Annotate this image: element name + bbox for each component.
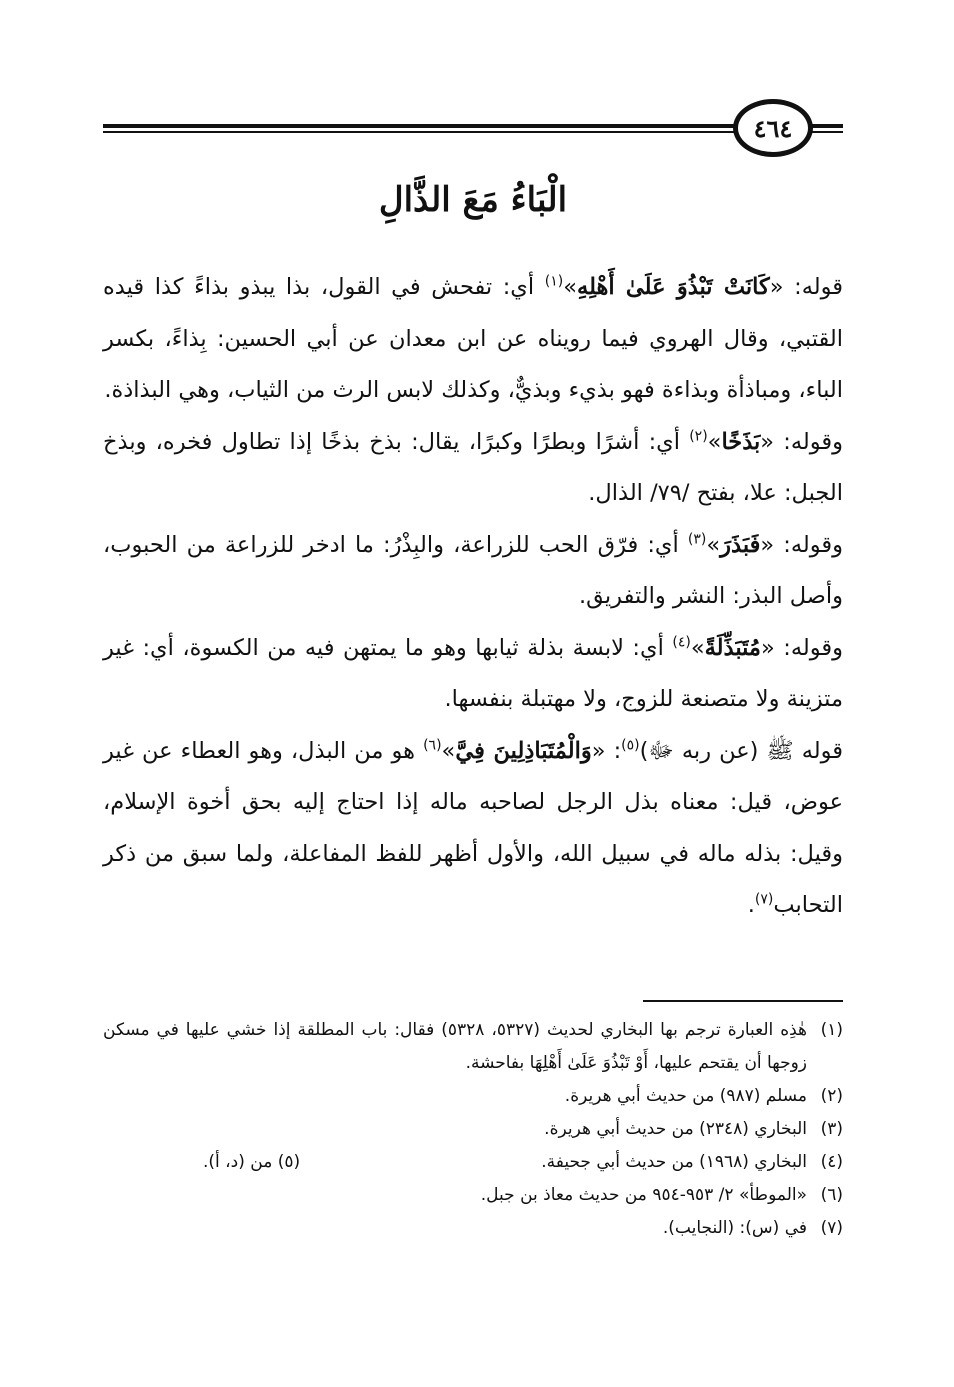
page-number-oval <box>733 99 813 157</box>
footnote-ref-6[interactable]: (٦) <box>423 737 442 753</box>
footnote-1 <box>103 1014 843 1080</box>
footnote-number: (١) <box>820 1020 843 1040</box>
body-text <box>103 262 843 932</box>
paragraph-5-prefix: قوله ﷺ (عن ربه ﷻ) <box>639 737 844 764</box>
paragraph-4-quote-close: » <box>690 634 705 661</box>
footnote-6 <box>103 1179 843 1212</box>
page-number: ٤٦٤ <box>753 113 793 143</box>
footnote-ref-3[interactable]: (٣) <box>687 531 707 547</box>
paragraph-5-text: هو من البذل، وهو العطاء عن غير عوض، قيل: معناه بذل الرجل لصاحبه ماله إذا احتاج إليه بحق أخوة الإسلام، وقيل: بذله ماله في سبيل الله، والأول أظهر للفظ المفاعلة، ولما سبق من ذكر التحابب <box>103 737 843 918</box>
paragraph-3-prefix: وقوله: « <box>760 531 843 558</box>
chapter-title: الْبَاءُ مَعَ الذَّالِ <box>378 180 568 220</box>
footnotes <box>103 1014 843 1245</box>
paragraph-3 <box>103 520 843 623</box>
footnote-text: في (س): (النجايب). <box>662 1218 807 1238</box>
header-rule <box>103 121 843 133</box>
paragraph-2-quote-close: » <box>707 428 722 455</box>
paragraph-5-quote-close: » <box>441 737 456 764</box>
paragraph-2 <box>103 417 843 520</box>
paragraph-5-keyword: وَالْمُتَبَاذِلِينَ فِيَّ <box>455 737 592 764</box>
paragraph-3-quote-close: » <box>706 531 721 558</box>
footnote-number: (٤) <box>820 1152 843 1172</box>
paragraph-5-end: . <box>747 892 755 918</box>
footnote-text: البخاري (٢٣٤٨) من حديث أبي هريرة. <box>544 1119 807 1139</box>
paragraph-2-prefix: وقوله: « <box>760 428 843 455</box>
paragraph-4-keyword: مُتَبَذِّلَةً <box>704 634 761 661</box>
footnote-ref-4[interactable]: (٤) <box>672 634 691 650</box>
paragraph-2-text: أي: أشرًا وبطرًا وكبرًا، يقال: بذخ بذخًا إذا تطاول فخره، وبذخ الجبل: علا، بفتح /٧٩/ الذال. <box>103 428 843 506</box>
paragraph-5-mid: : « <box>591 737 622 764</box>
footnote-ref-2[interactable]: (٢) <box>689 428 708 444</box>
paragraph-1-prefix: قوله: « <box>769 274 844 300</box>
footnote-3 <box>103 1113 843 1146</box>
footnote-separator <box>643 1000 843 1002</box>
footnote-2 <box>103 1080 843 1113</box>
paragraph-2-keyword: بَذَخًا <box>721 428 761 455</box>
header-rule-thick <box>103 124 843 128</box>
paragraph-3-keyword: فَبَذَرَ <box>720 531 761 558</box>
paragraph-1-keyword: كَانَتْ تَبْذُوَ عَلَىٰ أَهْلِهِ <box>577 274 770 300</box>
paragraph-1 <box>103 262 843 417</box>
header-rule-thin <box>103 131 843 133</box>
footnote-number: (٢) <box>820 1086 843 1106</box>
footnote-ref-1[interactable]: (١) <box>544 273 564 290</box>
paragraph-5 <box>103 726 843 932</box>
footnote-ref-5[interactable]: (٥) <box>621 737 640 753</box>
paragraph-4-text: أي: لابسة بذلة ثيابها وهو ما يمتهن فيه من الكسوة، أي: غير متزينة ولا متصنعة للزوج، ولا مهتبلة بنفسها. <box>103 634 843 712</box>
paragraph-3-text: أي: فرّق الحب للزراعة، والبِذْرُ: ما ادخر للزراعة من الحبوب، وأصل البذر: النشر والتفريق. <box>103 531 843 609</box>
paragraph-4-prefix: وقوله: « <box>760 634 843 661</box>
paragraph-4 <box>103 623 843 726</box>
footnote-number: (٦) <box>820 1185 843 1205</box>
footnote-5-inline: (٥) من (د، أ). <box>203 1152 301 1172</box>
footnote-number: (٧) <box>820 1218 843 1238</box>
paragraph-1-quote-close: » <box>563 274 578 300</box>
footnote-text: البخاري (١٩٦٨) من حديث أبي جحيفة. <box>541 1152 807 1172</box>
paragraph-1-text: أي: تفحش في القول، بذا يبذو بذاءً كذا قيده القتبي، وقال الهروي فيما رويناه عن ابن معدان عن أبي الحسين: بِذاءً، بكسر الباء، ومباذأة وبذاءة فهو بذيء وبذيٌّ، وكذلك لابس الرث من الثياب، وهي البذاذة. <box>103 274 843 403</box>
footnote-text: «الموطأ» ٢/ ٩٥٣-٩٥٤ من حديث معاذ بن جبل. <box>480 1185 807 1205</box>
footnote-7 <box>103 1212 843 1245</box>
footnote-ref-7[interactable]: (٧) <box>754 891 774 908</box>
footnote-text: هٰذِه العبارة ترجم بها البخاري لحديث (٥٣٢٧، ٥٣٢٨) فقال: باب المطلقة إذا خشي عليها في مسكن زوجها أن يقتحم عليها، أَوْ تَبْذُوَ عَلَىٰ أَهْلِهَا بفاحشة. <box>103 1020 807 1073</box>
footnote-number: (٣) <box>820 1119 843 1139</box>
footnote-text: مسلم (٩٨٧) من حديث أبي هريرة. <box>564 1086 807 1106</box>
footnote-4 <box>103 1146 843 1179</box>
